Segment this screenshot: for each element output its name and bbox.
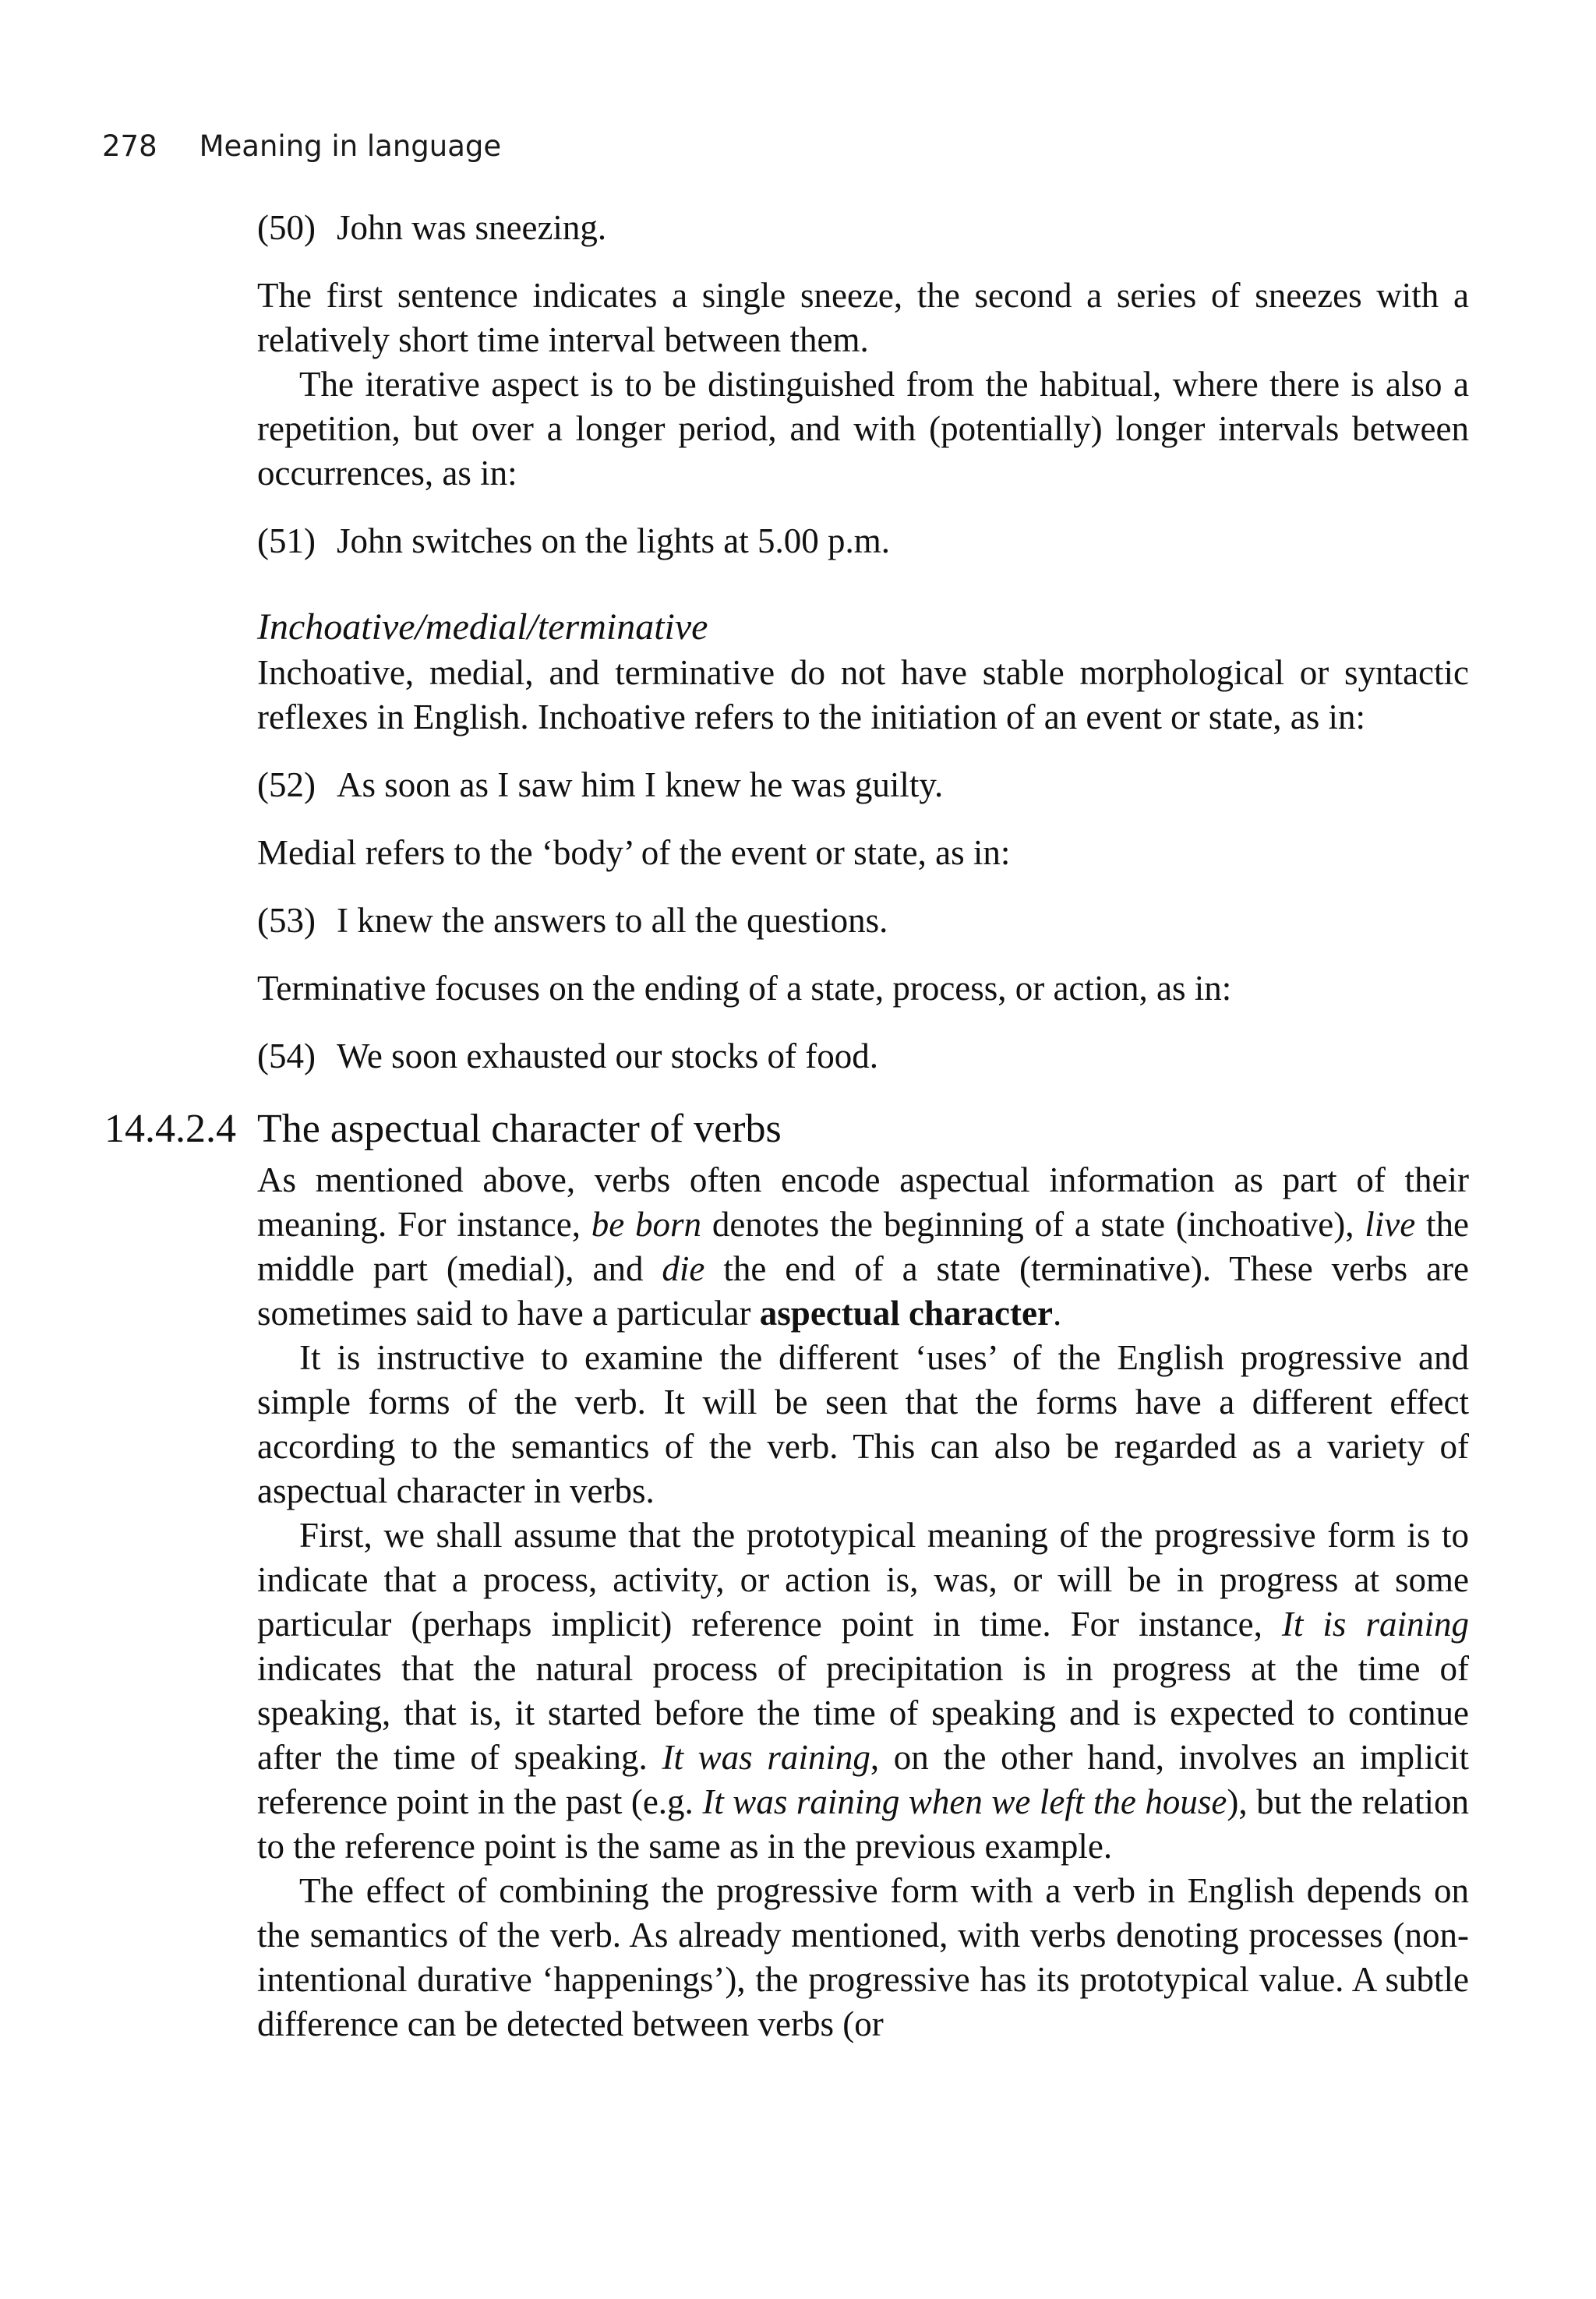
text-run: indicates that the natural process of precipitation is in progress at the time of speaking, that is, it started before the time of speaking and is expected to continue after the time of speaking. [257,1649,1469,1777]
example-text: John switches on the lights at 5.00 p.m. [337,521,890,560]
text-run: ), but the relation to the reference point is the same as in the previous example. [257,1782,1470,1866]
example-text: I knew the answers to all the questions. [337,901,888,940]
text-run: As mentioned above, verbs often encode aspectual information as part of their meaning. For instance, [257,1160,1469,1244]
example-text: John was sneezing. [337,208,607,247]
example-number: (53) [257,901,316,940]
italic-term: It is raining [1281,1605,1469,1644]
example-50 [257,206,1469,250]
example-number: (52) [257,765,316,804]
italic-term: It was raining when we left the house [702,1782,1227,1821]
example-54 [257,1034,1469,1079]
subheading: Inchoative/medial/terminative [257,606,708,648]
text-run: , on the other hand, involves an implicit reference point in the past (e.g. [257,1738,1469,1821]
text-run: the middle part (medial), and [257,1205,1469,1288]
italic-term: die [662,1249,705,1288]
running-header [102,129,501,163]
italic-term: It was raining [662,1738,870,1777]
example-number: (54) [257,1036,316,1075]
bold-term: aspectual character [759,1294,1053,1333]
paragraph: The iterative aspect is to be distinguished from the habitual, where there is also a repetition, but over a longer period, and with (potentially) longer intervals between occurrences, as in: [257,365,1469,493]
italic-term: live [1365,1205,1416,1244]
example-52 [257,763,1469,807]
text-run: First, we shall assume that the prototypical meaning of the progressive form is to indicate that a process, activity, or action is, was, or will be in progress at some particular (perhaps implicit) reference point in time. For instance, [257,1516,1469,1644]
paragraph: It is instructive to examine the different ‘uses’ of the English progressive and simple forms of the verb. It will be seen that the forms have a different effect according to the semantics of the verb. This can also be regarded as a variety of aspectual character in verbs. [257,1338,1469,1510]
paragraph: The first sentence indicates a single sneeze, the second a series of sneezes with a relatively short time interval between them. [257,276,1469,359]
body-text [104,201,1470,2046]
paragraph [257,1158,1469,1336]
section-number: 14.4.2.4 [104,1107,236,1151]
paragraph: Medial refers to the ‘body’ of the event or state, as in: [257,833,1011,872]
example-text: As soon as I saw him I knew he was guilty. [337,765,944,804]
paragraph: Terminative focuses on the ending of a state, process, or action, as in: [257,969,1232,1008]
paragraph: Inchoative, medial, and terminative do not have stable morphological or syntactic reflexes in English. Inchoative refers to the initiation of an event or state, as in: [257,653,1469,736]
paragraph [257,1513,1469,1869]
text-run: denotes the beginning of a state (inchoative), [701,1205,1365,1244]
example-text: We soon exhausted our stocks of food. [337,1036,878,1075]
page-number: 278 [102,129,157,163]
example-number: (51) [257,521,316,560]
example-51 [257,519,1469,563]
example-53 [257,899,1469,943]
text-run: . [1052,1294,1062,1333]
paragraph: The effect of combining the progressive form with a verb in English depends on the semantics of the verb. As already mentioned, with verbs denoting processes (non-intentional durative ‘happenings’), the progressive has its prototypical value. A subtle difference can be detected between verbs (or [257,1871,1469,2043]
italic-term: be born [591,1205,702,1244]
running-title: Meaning in language [199,129,502,163]
section-title: The aspectual character of verbs [257,1107,782,1151]
text-run: the end of a state (terminative). These verbs are sometimes said to have a particular [257,1249,1470,1333]
section-heading [104,1102,1469,1157]
example-number: (50) [257,208,316,247]
